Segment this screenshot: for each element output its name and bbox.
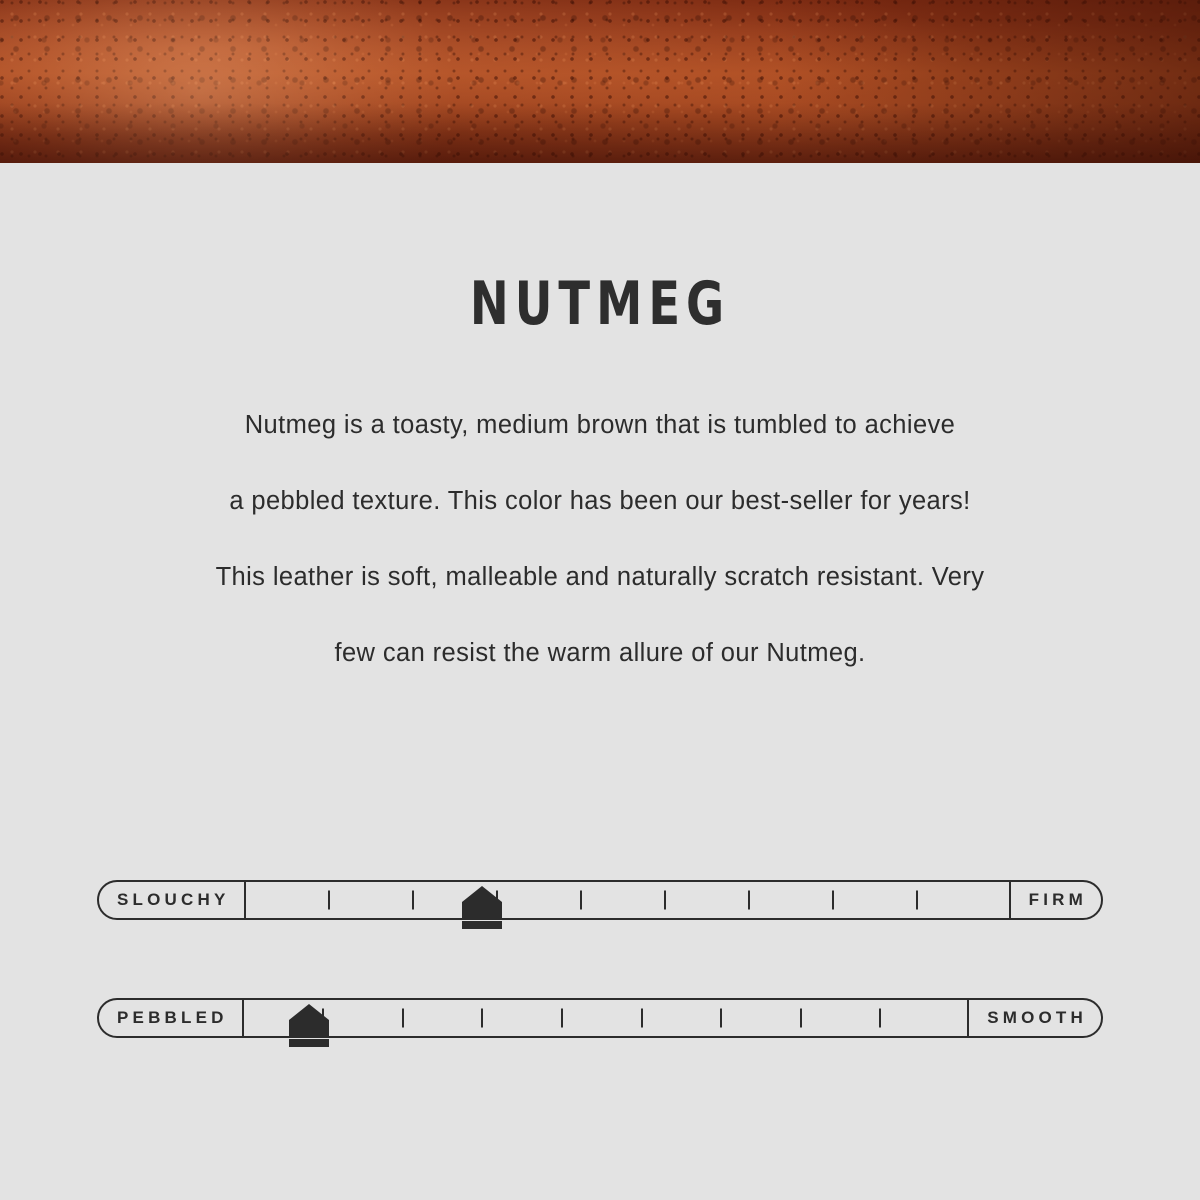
scale-tick: [328, 891, 330, 910]
scale-tick: [800, 1009, 802, 1028]
scale-marker-firmness[interactable]: [462, 886, 502, 929]
marker-body: [462, 902, 502, 918]
scale-right-label: FIRM: [1009, 882, 1101, 918]
leather-swatch-banner: [0, 0, 1200, 163]
marker-foot: [289, 1039, 329, 1047]
scale-tick: [412, 891, 414, 910]
scale-tick: [748, 891, 750, 910]
scale-bar: [97, 880, 1103, 920]
leather-shadow-bottom: [0, 103, 1200, 163]
scale-tick: [561, 1009, 563, 1028]
page-title: NUTMEG: [469, 269, 731, 339]
scale-right-label: SMOOTH: [967, 1000, 1101, 1036]
scale-tick: [879, 1009, 881, 1028]
color-description: [120, 339, 1080, 691]
scale-left-label: PEBBLED: [99, 1000, 244, 1036]
scale-track-firmness[interactable]: [246, 882, 1009, 918]
scale-tick: [916, 891, 918, 910]
scale-tick: [641, 1009, 643, 1028]
marker-head-icon: [289, 1004, 329, 1020]
scale-texture: [97, 998, 1103, 1094]
scale-tick: [402, 1009, 404, 1028]
description-line: This leather is soft, malleable and naturally scratch resistant. Very: [215, 563, 985, 591]
marker-body: [289, 1020, 329, 1036]
scale-track-texture[interactable]: [244, 1000, 968, 1036]
scale-firmness: [97, 880, 1103, 976]
description-line: few can resist the warm allure of our Nutmeg.: [334, 639, 866, 667]
scale-marker-texture[interactable]: [289, 1004, 329, 1047]
marker-foot: [462, 921, 502, 929]
scale-tick: [664, 891, 666, 910]
scale-tick: [580, 891, 582, 910]
marker-head-icon: [462, 886, 502, 902]
scale-tick: [481, 1009, 483, 1028]
scale-tick: [832, 891, 834, 910]
description-line: a pebbled texture. This color has been our best-seller for years!: [229, 487, 971, 515]
scale-bar: [97, 998, 1103, 1038]
scale-left-label: SLOUCHY: [99, 882, 246, 918]
scale-tick: [720, 1009, 722, 1028]
description-line: Nutmeg is a toasty, medium brown that is tumbled to achieve: [244, 411, 956, 439]
attribute-scales: [0, 880, 1200, 1094]
